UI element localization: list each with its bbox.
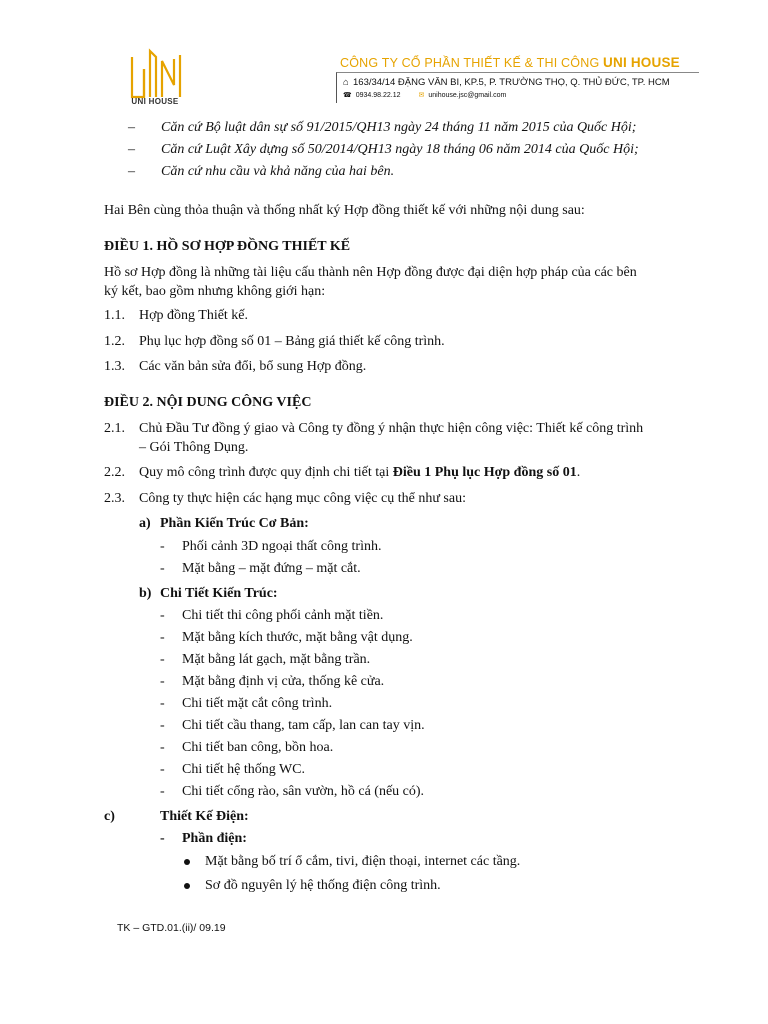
article-2-item-2 bbox=[139, 464, 580, 482]
list-dash: - bbox=[160, 831, 165, 846]
company-name-prefix: CÔNG TY CỔ PHẦN THIẾT KẾ & THI CÔNG bbox=[340, 56, 604, 70]
article-2-title: ĐIỀU 2. NỘI DUNG CÔNG VIỆC bbox=[104, 395, 312, 410]
list-dash: - bbox=[160, 696, 165, 711]
article-1-item: Hợp đồng Thiết kế. bbox=[139, 308, 249, 323]
legal-basis-dash: – bbox=[128, 164, 135, 179]
item-number: 2.3. bbox=[104, 491, 125, 506]
list-item: Mặt bằng – mặt đứng – mặt cắt. bbox=[182, 561, 361, 576]
section-b-title: Chi Tiết Kiến Trúc: bbox=[160, 586, 278, 601]
section-c-label: c) bbox=[104, 809, 115, 824]
list-item: Mặt bằng lát gạch, mặt bằng trần. bbox=[182, 652, 371, 667]
list-dash: - bbox=[160, 608, 165, 623]
legal-basis-dash: – bbox=[128, 120, 135, 135]
list-dash: - bbox=[160, 561, 165, 576]
list-dash: - bbox=[160, 539, 165, 554]
letterhead bbox=[0, 0, 768, 110]
list-dash: - bbox=[160, 762, 165, 777]
article-1-item: Phụ lục hợp đồng số 01 – Bảng giá thiết kế công trình. bbox=[139, 334, 445, 349]
item-2-suffix: . bbox=[576, 465, 581, 480]
list-item: Chi tiết cầu thang, tam cấp, lan can tay vịn. bbox=[182, 718, 425, 733]
section-c-subtitle: Phần điện: bbox=[182, 831, 247, 846]
mail-icon: ✉ bbox=[418, 92, 425, 99]
list-item: Mặt bằng kích thước, mặt bằng vật dụng. bbox=[182, 630, 413, 645]
home-icon: ⌂ bbox=[343, 77, 349, 88]
phone-icon: ☎ bbox=[343, 92, 352, 99]
item-number: 2.2. bbox=[104, 465, 125, 480]
bullet-item: Sơ đồ nguyên lý hệ thống điện công trình. bbox=[205, 878, 441, 893]
item-2-reference: Điều 1 Phụ lục Hợp đồng số 01 bbox=[392, 465, 577, 480]
legal-basis-3: Căn cứ nhu cầu và khả năng của hai bên. bbox=[161, 164, 395, 179]
document-code: TK – GTD.01.(ii)/ 09.19 bbox=[117, 922, 226, 934]
list-item: Chi tiết thi công phối cảnh mặt tiền. bbox=[182, 608, 384, 623]
item-number: 1.3. bbox=[104, 359, 125, 374]
list-item: Chi tiết hệ thống WC. bbox=[182, 762, 306, 777]
article-1-paragraph-line-2: ký kết, bao gồm nhưng không giới hạn: bbox=[104, 284, 326, 299]
section-a-title: Phần Kiến Trúc Cơ Bản: bbox=[160, 516, 309, 531]
list-dash: - bbox=[160, 784, 165, 799]
phone-number: 0934.98.22.12 bbox=[355, 92, 401, 99]
address-line bbox=[343, 77, 670, 88]
contact-box bbox=[336, 72, 699, 103]
section-a-label: a) bbox=[139, 516, 151, 531]
contact-row bbox=[343, 91, 506, 99]
item-number: 2.1. bbox=[104, 421, 125, 436]
bullet-item: Mặt bằng bố trí ổ cắm, tivi, điện thoại, internet các tầng. bbox=[205, 854, 521, 869]
list-item: Chi tiết mặt cắt công trình. bbox=[182, 696, 333, 711]
legal-basis-1: Căn cứ Bộ luật dân sự số 91/2015/QH13 ngày 24 tháng 11 năm 2015 của Quốc Hội; bbox=[161, 120, 637, 135]
address-text: 163/34/14 ĐẶNG VĂN BI, KP.5, P. TRƯỜNG THỌ, Q. THỦ ĐỨC, TP. HCM bbox=[353, 77, 670, 88]
legal-basis-dash: – bbox=[128, 142, 135, 157]
agreement-statement: Hai Bên cùng thỏa thuận và thống nhất ký Hợp đồng thiết kế với những nội dung sau: bbox=[104, 203, 585, 218]
item-number: 1.1. bbox=[104, 308, 125, 323]
legal-basis-2: Căn cứ Luật Xây dựng số 50/2014/QH13 ngày 18 tháng 06 năm 2014 của Quốc Hội; bbox=[161, 142, 639, 157]
company-brand: UNI HOUSE bbox=[603, 55, 680, 70]
bullet-icon bbox=[184, 859, 190, 865]
list-dash: - bbox=[160, 652, 165, 667]
article-2-item-3: Công ty thực hiện các hạng mục công việc cụ thể như sau: bbox=[139, 491, 466, 506]
list-dash: - bbox=[160, 630, 165, 645]
email-address: unihouse.jsc@gmail.com bbox=[428, 92, 507, 99]
logo-text: UNI HOUSE bbox=[131, 97, 179, 106]
list-item: Phối cảnh 3D ngoại thất công trình. bbox=[182, 539, 382, 554]
article-1-title: ĐIỀU 1. HỒ SƠ HỢP ĐỒNG THIẾT KẾ bbox=[104, 239, 351, 254]
item-number: 1.2. bbox=[104, 334, 125, 349]
article-1-paragraph-line-1: Hồ sơ Hợp đồng là những tài liệu cấu thành nên Hợp đồng được đại diện hợp pháp của các bên bbox=[104, 265, 637, 280]
list-item: Chi tiết ban công, bồn hoa. bbox=[182, 740, 334, 755]
article-2-item-1-line-2: – Gói Thông Dụng. bbox=[139, 440, 249, 455]
list-dash: - bbox=[160, 740, 165, 755]
company-name bbox=[340, 55, 680, 70]
bullet-icon bbox=[184, 883, 190, 889]
list-dash: - bbox=[160, 718, 165, 733]
list-dash: - bbox=[160, 674, 165, 689]
article-2-item-1-line-1: Chủ Đầu Tư đồng ý giao và Công ty đồng ý nhận thực hiện công việc: Thiết kế công trình bbox=[139, 421, 644, 436]
section-b-label: b) bbox=[139, 586, 152, 601]
list-item: Mặt bằng định vị cửa, thống kê cửa. bbox=[182, 674, 385, 689]
list-item: Chi tiết cổng rào, sân vườn, hồ cá (nếu có). bbox=[182, 784, 425, 799]
item-2-text: Quy mô công trình được quy định chi tiết tại bbox=[139, 465, 393, 480]
section-c-title: Thiết Kế Điện: bbox=[160, 809, 249, 824]
article-1-item: Các văn bản sửa đổi, bổ sung Hợp đồng. bbox=[139, 359, 367, 374]
